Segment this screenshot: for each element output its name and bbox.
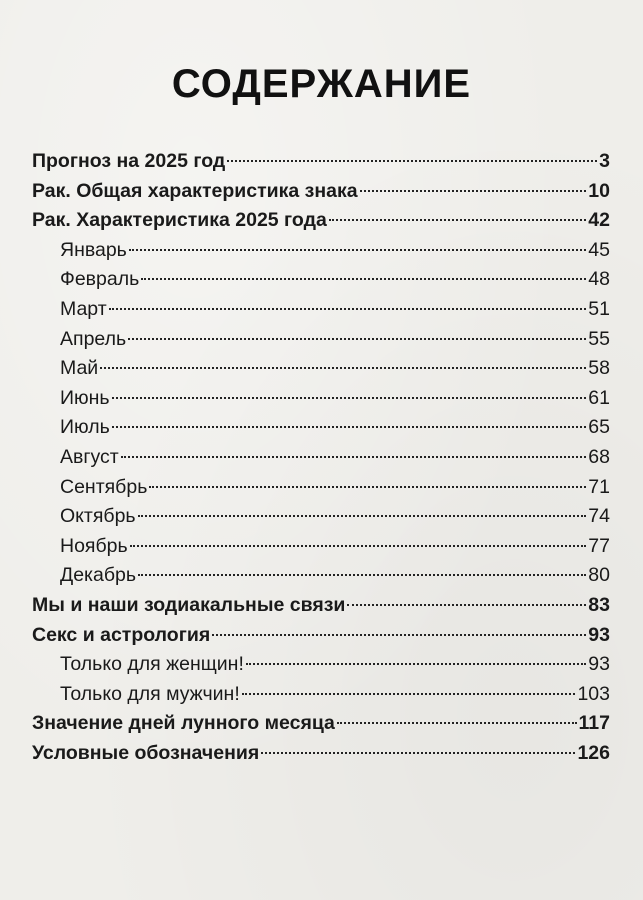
toc-subentry bbox=[32, 473, 610, 503]
toc-entry bbox=[32, 177, 610, 207]
toc-subentry bbox=[32, 532, 610, 562]
toc-entry-label: Ноябрь bbox=[60, 534, 128, 557]
toc-subentry bbox=[32, 443, 610, 473]
toc-leader-dots bbox=[121, 456, 587, 458]
toc-entry bbox=[32, 621, 610, 651]
toc-entry-label: Февраль bbox=[60, 268, 140, 291]
toc-entry bbox=[32, 591, 610, 621]
toc-subentry bbox=[32, 265, 610, 295]
toc-page-number: 51 bbox=[588, 297, 610, 320]
toc-page-number: 61 bbox=[588, 386, 610, 409]
toc-entry-label: Значение дней лунного месяца bbox=[32, 712, 335, 735]
toc-leader-dots bbox=[138, 574, 586, 576]
toc-entry-label: Условные обозначения bbox=[32, 741, 260, 764]
toc-leader-dots bbox=[227, 160, 597, 162]
toc-subentry bbox=[32, 502, 610, 532]
toc-page-number: 65 bbox=[588, 416, 610, 439]
table-of-contents bbox=[32, 147, 610, 768]
toc-page-number: 93 bbox=[588, 623, 610, 646]
toc-leader-dots bbox=[130, 545, 587, 547]
toc-leader-dots bbox=[212, 634, 586, 636]
toc-leader-dots bbox=[261, 752, 575, 754]
toc-entry-label: Прогноз на 2025 год bbox=[32, 150, 226, 172]
toc-entry bbox=[32, 147, 610, 177]
toc-entry-label: Декабрь bbox=[60, 564, 137, 587]
toc-entry-label: Секс и астрология bbox=[32, 623, 211, 646]
toc-leader-dots bbox=[129, 249, 586, 251]
toc-page-number: 103 bbox=[577, 682, 610, 705]
toc-subentry bbox=[32, 325, 610, 355]
toc-subentry bbox=[32, 650, 610, 680]
toc-leader-dots bbox=[360, 190, 587, 192]
toc-page-number: 126 bbox=[577, 741, 610, 764]
toc-entry-label: Апрель bbox=[60, 327, 127, 350]
toc-page-number: 77 bbox=[588, 534, 610, 557]
toc-leader-dots bbox=[141, 278, 586, 280]
toc-page-number: 45 bbox=[588, 238, 610, 261]
toc-entry-label: Январь bbox=[60, 238, 127, 261]
toc-page-number: 93 bbox=[588, 653, 610, 676]
toc-leader-dots bbox=[128, 338, 586, 340]
toc-page-number: 68 bbox=[588, 445, 610, 468]
toc-entry-label: Только для женщин! bbox=[60, 653, 244, 676]
toc-entry-label: Август bbox=[60, 445, 119, 468]
toc-entry-label: Март bbox=[60, 297, 107, 320]
toc-subentry bbox=[32, 384, 610, 414]
toc-leader-dots bbox=[337, 722, 577, 724]
toc-entry-label: Сентябрь bbox=[60, 475, 148, 498]
toc-entry-label: Май bbox=[60, 357, 99, 380]
toc-leader-dots bbox=[246, 663, 586, 665]
toc-page-number: 71 bbox=[588, 475, 610, 498]
toc-subentry bbox=[32, 295, 610, 325]
page-title: СОДЕРЖАНИЕ bbox=[171, 62, 472, 106]
toc-entry-label: Октябрь bbox=[60, 505, 136, 528]
toc-entry-label: Только для мужчин! bbox=[60, 682, 240, 705]
toc-leader-dots bbox=[109, 308, 587, 310]
toc-leader-dots bbox=[138, 515, 587, 517]
toc-page-number: 10 bbox=[588, 179, 610, 202]
toc-subentry bbox=[32, 413, 610, 443]
toc-entry-label: Рак. Характеристика 2025 года bbox=[32, 209, 327, 232]
toc-entry-label: Мы и наши зодиакальные связи bbox=[32, 593, 346, 616]
toc-subentry bbox=[32, 561, 610, 591]
toc-leader-dots bbox=[242, 693, 576, 695]
toc-entry-label: Июль bbox=[60, 416, 110, 439]
toc-subentry bbox=[32, 354, 610, 384]
toc-page-number: 55 bbox=[588, 327, 610, 350]
toc-leader-dots bbox=[347, 604, 586, 606]
toc-leader-dots bbox=[112, 426, 587, 428]
toc-page-number: 83 bbox=[588, 593, 610, 616]
toc-leader-dots bbox=[329, 219, 587, 221]
toc-page-number: 3 bbox=[599, 150, 610, 172]
toc-entry bbox=[32, 739, 610, 769]
toc-leader-dots bbox=[112, 397, 587, 399]
toc-page-number: 42 bbox=[588, 209, 610, 232]
toc-entry-label: Рак. Общая характеристика знака bbox=[32, 179, 358, 202]
toc-page-number: 74 bbox=[588, 505, 610, 528]
toc-page-number: 80 bbox=[588, 564, 610, 587]
toc-subentry bbox=[32, 236, 610, 266]
toc-leader-dots bbox=[100, 367, 586, 369]
toc-page-number: 58 bbox=[588, 357, 610, 380]
toc-subentry bbox=[32, 680, 610, 710]
toc-entry bbox=[32, 206, 610, 236]
toc-leader-dots bbox=[149, 486, 586, 488]
toc-entry-label: Июнь bbox=[60, 386, 110, 409]
toc-entry bbox=[32, 709, 610, 739]
toc-page-number: 117 bbox=[578, 712, 610, 735]
toc-page-number: 48 bbox=[588, 268, 610, 291]
